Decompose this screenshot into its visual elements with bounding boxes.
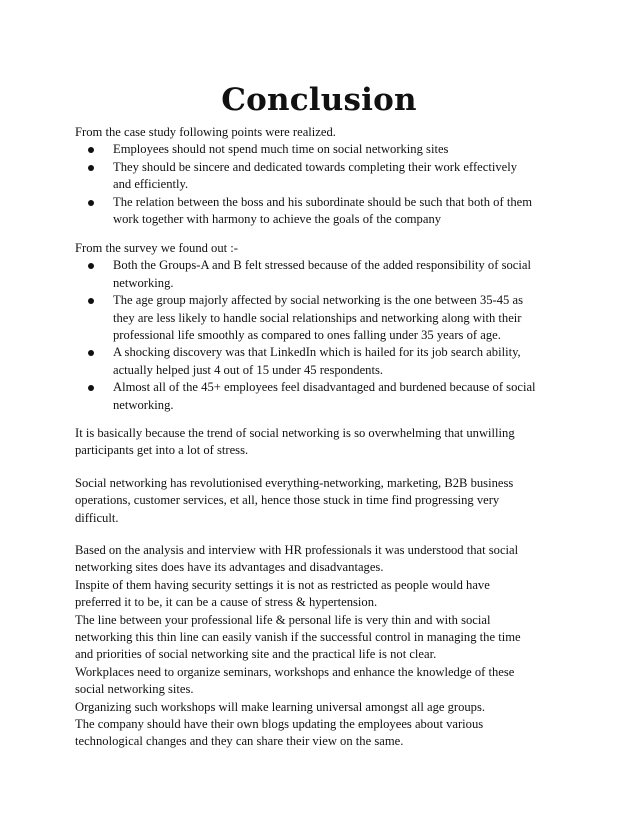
list-item-line: Both the Groups-A and B felt stressed because of the added responsibility of social xyxy=(113,258,531,273)
list-item-line: Almost all of the 45+ employees feel disadvantaged and burdened because of social xyxy=(113,380,536,395)
list-item-line: actually helped just 4 out of 15 under 45 respondents. xyxy=(113,362,384,377)
paragraph-line: technological changes and they can share their view on the same. xyxy=(75,734,404,749)
survey-intro: From the survey we found out :- xyxy=(75,241,238,255)
paragraph-line: Organizing such workshops will make learning universal amongst all age groups. xyxy=(75,699,486,714)
case-study-bullet-list xyxy=(75,141,575,228)
bullet-icon xyxy=(88,165,94,171)
paragraph-line: Workplaces need to organize seminars, workshops and enhance the knowledge of these xyxy=(75,664,515,679)
list-item-line: and efficiently. xyxy=(113,177,189,192)
bullet-icon xyxy=(88,147,94,153)
list-item-line: Employees should not spend much time on social networking sites xyxy=(113,142,449,157)
list-item-line: work together with harmony to achieve the goals of the company xyxy=(113,212,442,227)
survey-bullet-list xyxy=(75,257,575,414)
stress-paragraph xyxy=(75,425,575,460)
list-item-line: The age group majorly affected by social networking is the one between 35-45 as xyxy=(113,293,523,308)
list-item xyxy=(75,141,575,158)
bullet-icon xyxy=(88,263,94,269)
paragraph-line: and priorities of social networking site and the practical life is not clear. xyxy=(75,647,437,662)
analysis-paragraph xyxy=(75,542,575,751)
list-item-line: they are less likely to handle social relationships and networking along with their xyxy=(113,310,522,325)
paragraph-line: operations, customer services, et all, hence those stuck in time find progressing very xyxy=(75,493,500,508)
bullet-icon xyxy=(88,200,94,206)
bullet-icon xyxy=(88,350,94,356)
list-item-line: A shocking discovery was that LinkedIn which is hailed for its job search ability, xyxy=(113,345,521,360)
paragraph-line: The company should have their own blogs updating the employees about various xyxy=(75,717,484,732)
paragraph-line: preferred it to be, it can be a cause of stress & hypertension. xyxy=(75,595,378,610)
list-item-line: professional life smoothly as compared to ones falling under 35 years of age. xyxy=(113,328,501,343)
paragraph-line: Inspite of them having security settings it is not as restricted as people would have xyxy=(75,577,490,592)
list-item xyxy=(75,257,575,292)
page-title: Conclusion xyxy=(221,82,417,118)
paragraph-line: networking sites does have its advantages and disadvantages. xyxy=(75,560,384,575)
list-item xyxy=(75,159,575,194)
list-item xyxy=(75,194,575,229)
list-item xyxy=(75,379,575,414)
list-item-line: networking. xyxy=(113,397,174,412)
paragraph-line: Based on the analysis and interview with HR professionals it was understood that social xyxy=(75,543,519,557)
paragraph-line: participants get into a lot of stress. xyxy=(75,443,249,458)
survey-section xyxy=(75,240,575,414)
list-item xyxy=(75,292,575,344)
case-study-intro: From the case study following points were realized. xyxy=(75,125,336,139)
list-item xyxy=(75,344,575,379)
bullet-icon xyxy=(88,385,94,391)
list-item-line: The relation between the boss and his subordinate should be such that both of them xyxy=(113,194,533,209)
paragraph-line: difficult. xyxy=(75,510,119,525)
bullet-icon xyxy=(88,298,94,304)
revolution-paragraph xyxy=(75,475,575,527)
list-item-line: networking. xyxy=(113,275,174,290)
paragraph-line: Social networking has revolutionised everything-networking, marketing, B2B business xyxy=(75,476,514,490)
paragraph-line: networking this thin line can easily vanish if the successful control in managing the time xyxy=(75,630,521,645)
paragraph-line: The line between your professional life & personal life is very thin and with social xyxy=(75,612,491,627)
case-study-section xyxy=(75,124,575,228)
paragraph-line: It is basically because the trend of social networking is so overwhelming that unwilling xyxy=(75,426,515,440)
list-item-line: They should be sincere and dedicated towards completing their work effectively xyxy=(113,159,518,174)
paragraph-line: social networking sites. xyxy=(75,682,194,697)
